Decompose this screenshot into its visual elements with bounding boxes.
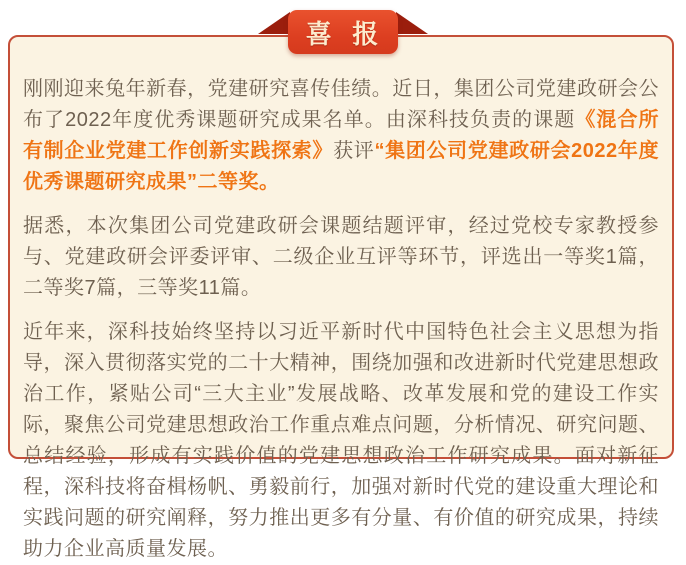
banner-right-fold (396, 12, 428, 34)
body-paragraph (23, 211, 659, 304)
article-body (23, 74, 659, 565)
banner-title: 喜 报 (305, 18, 381, 49)
body-text: 据悉，本次集团公司党建政研会课题结题评审，经过党校专家教授参与、党建政研会评委评审、二级企业互评等环节，评选出一等奖1篇，二等奖7篇，三等奖11篇。 (23, 215, 659, 299)
banner-left-fold (258, 12, 290, 34)
body-text: 刚刚迎来兔年新春，党建研究喜传佳绩。近日，集团公司党建政研会公布了2022年度优秀课题研究成果名单。由深科技负责的课题 (23, 78, 659, 131)
body-paragraph (23, 317, 659, 565)
announcement-card (8, 35, 674, 560)
ribbon-banner (258, 0, 428, 60)
highlight-text: “集团公司党建政研会2022年度优秀课题研究成果”二等奖。 (23, 140, 660, 193)
highlight-text: 《混合所有制企业党建工作创新实践探索》 (23, 109, 660, 162)
banner-box (288, 10, 398, 54)
body-text: 近年来，深科技始终坚持以习近平新时代中国特色社会主义思想为指导，深入贯彻落实党的二十大精神，围绕加强和改进新时代党建思想政治工作，紧贴公司“三大主业”发展战略、改革发展和党的建设工作实际，聚焦公司党建思想政治工作重点难点问题，分析情况、研究问题、总结经验，形成有实践价值的党建思想政治工作研究成果。面对新征程，深科技将奋楫杨帆、勇毅前行，加强对新时代党的建设重大理论和实践问题的研究阐释，努力推出更多有分量、有价值的研究成果，持续助力企业高质量发展。 (23, 321, 659, 560)
body-text: 获评 (333, 140, 375, 162)
body-paragraph (23, 74, 659, 198)
